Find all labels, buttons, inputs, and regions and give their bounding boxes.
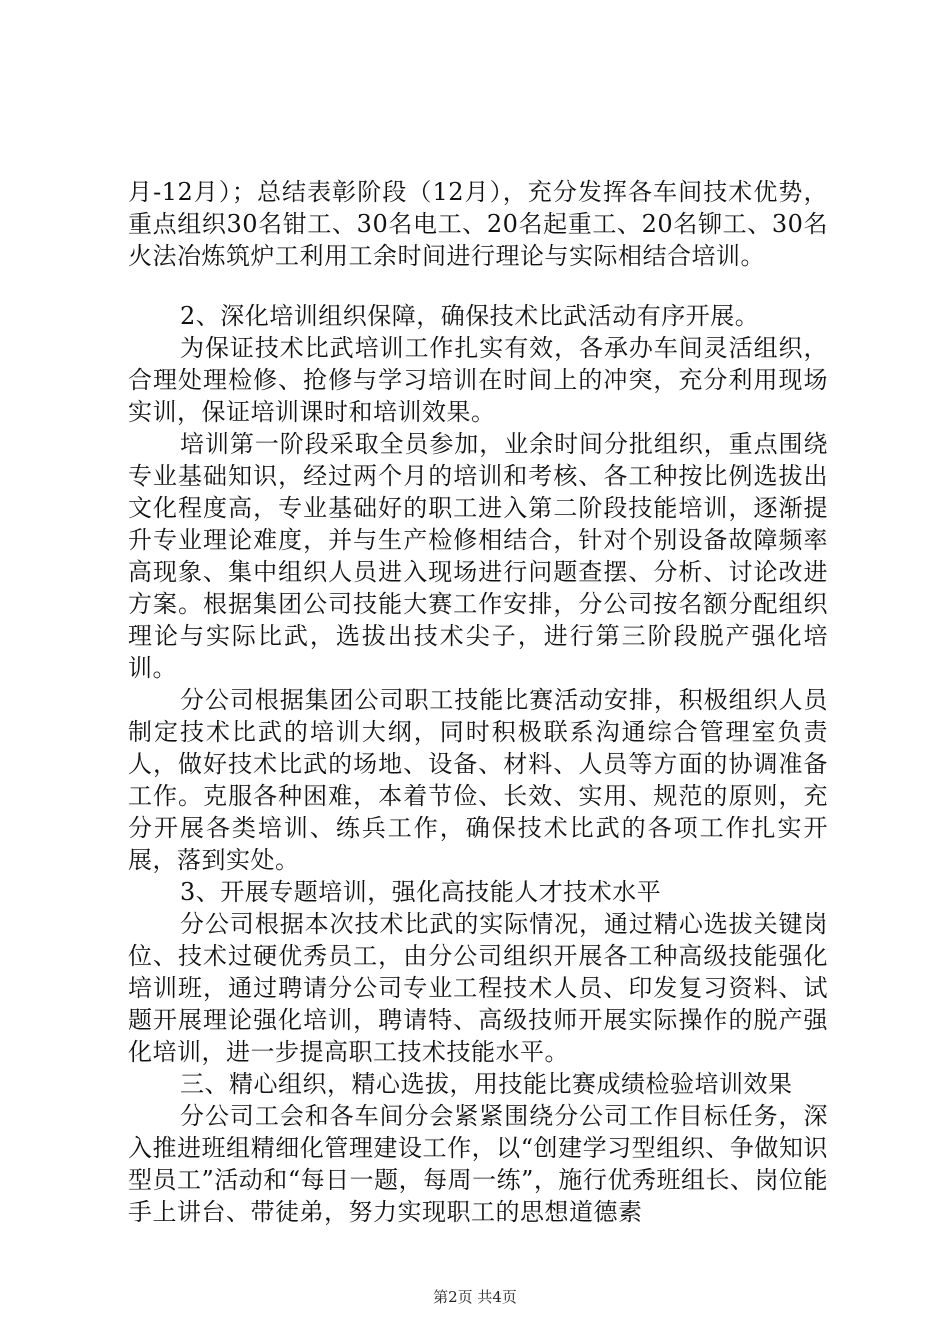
section-heading-3: 3、开展专题培训，强化高技能人才技术水平: [180, 878, 662, 906]
paragraph-continuation: 月-12月）；总结表彰阶段（12月），充分发挥各车间技术优势，重点组织30名钳工、30名电工、20名起重工、20名铆工、30名火法冶炼筑炉工利用工余时间进行理论与实际相结合培训。: [128, 178, 828, 270]
paragraph: 分公司根据本次技术比武的实际情况，通过精心选拔关键岗位、技术过硬优秀员工，由分公司组织开展各工种高级技能强化培训班，通过聘请分公司专业工程技术人员、印发复习资料、试题开展理论强化培训，聘请特、高级技师开展实际操作的脱产强化培训，进一步提高职工技术技能水平。: [128, 910, 828, 1066]
document-body: [128, 176, 828, 1228]
page-number-footer: 第2页 共4页: [433, 1288, 517, 1306]
paragraph: 分公司工会和各车间分会紧紧围绕分公司工作目标任务，深入推进班组精细化管理建设工作，以“创建学习型组织、争做知识型员工”活动和“每日一题，每周一练”，施行优秀班组长、岗位能手上讲台、带徒弟，努力实现职工的思想道德素: [128, 1102, 828, 1226]
paragraph: 为保证技术比武培训工作扎实有效，各承办车间灵活组织，合理处理检修、抢修与学习培训在时间上的冲突，充分利用现场实训，保证培训课时和培训效果。: [128, 334, 828, 426]
paragraph: 分公司根据集团公司职工技能比赛活动安排，积极组织人员制定技术比武的培训大纲，同时积极联系沟通综合管理室负责人，做好技术比武的场地、设备、材料、人员等方面的协调准备工作。克服各种困难，本着节俭、长效、实用、规范的原则，充分开展各类培训、练兵工作，确保技术比武的各项工作扎实开展，落到实处。: [128, 686, 828, 874]
section-heading-three: 三、精心组织，精心选拔，用技能比赛成绩检验培训效果: [180, 1070, 793, 1098]
paragraph: 培训第一阶段采取全员参加，业余时间分批组织，重点围绕专业基础知识，经过两个月的培训和考核、各工种按比例选拔出文化程度高，专业基础好的职工进入第二阶段技能培训，逐渐提升专业理论难度，并与生产检修相结合，针对个别设备故障频率高现象、集中组织人员进入现场进行问题查摆、分析、讨论改进方案。根据集团公司技能大赛工作安排，分公司按名额分配组织理论与实际比武，选拔出技术尖子，进行第三阶段脱产强化培训。: [128, 430, 828, 682]
section-heading-2: 2、深化培训组织保障，确保技术比武活动有序开展。: [180, 302, 760, 330]
